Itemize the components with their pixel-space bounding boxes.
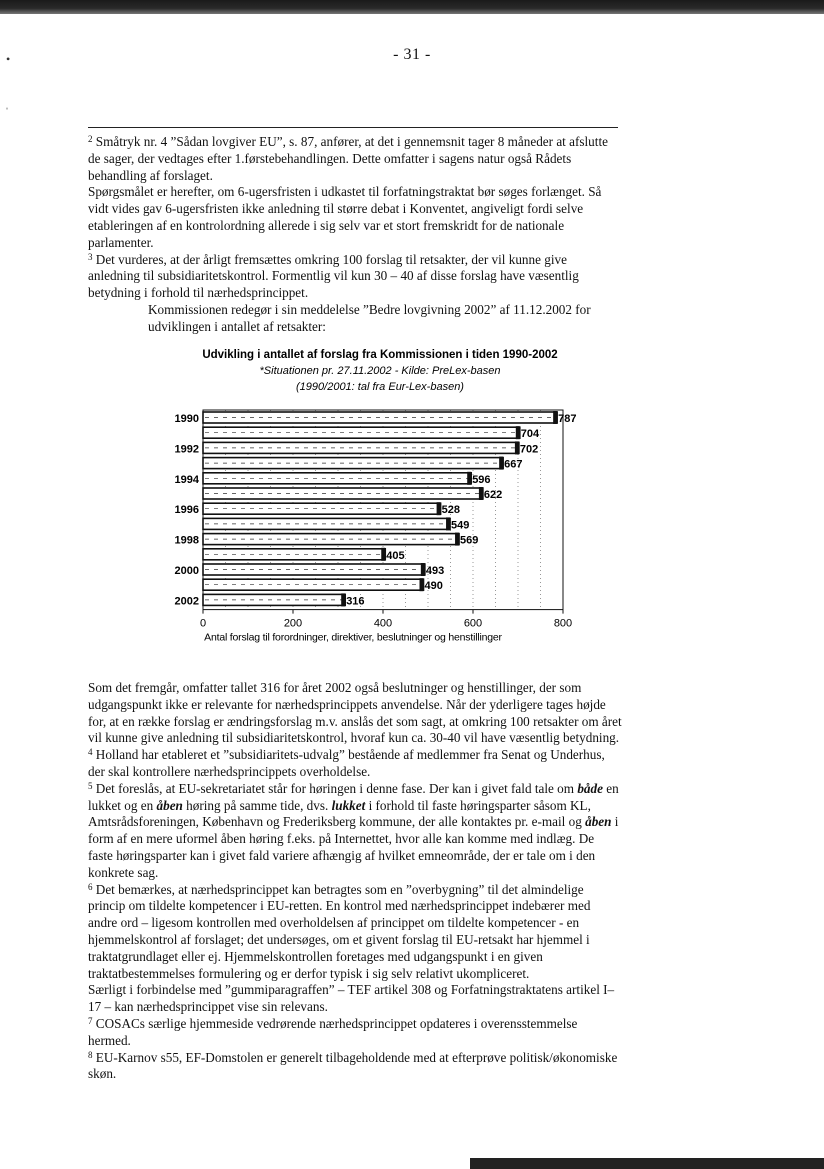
footnote-text: Spørgsmålet er herefter, om 6-ugersfristen i udkastet til forfatningstraktat bør søges forlænget. Så vidt vides gav 6-ugersfristen ikke anledning til større debat i Konventet, angiveligt fordi selve etableringen af en kontrolordning allerede i sig selv var et stort fremskridt for de nationale parlamenter.: [88, 184, 602, 250]
data-label: 316: [346, 595, 365, 608]
footnote-text: COSACs særlige hjemmeside vedrørende nærhedsprincippet opdateres i overensstemmelse hermed.: [88, 1015, 578, 1048]
footnote-number: 7: [88, 1015, 93, 1026]
footnote-text: i forhold til faste høringsparter såsom KL, Amtsrådsforeningen, København og Frederiksberg kommune, der alle kontaktes pr. e-mail og: [88, 797, 591, 830]
bar-end-cap: [515, 441, 519, 454]
data-label: 569: [460, 534, 479, 547]
emphasis-text: åben: [156, 797, 183, 813]
footnote-separator: [88, 127, 618, 128]
bar-end-cap: [446, 517, 450, 530]
bar-end-cap: [516, 426, 520, 439]
bar-end-cap: [479, 487, 483, 500]
footnote-text: Småtryk nr. 4 ”Sådan lovgiver EU”, s. 87, anfører, at det i gennemsnit tager 8 måneder at afslutte de sager, der vedtages efter 1.førstebehandlingen. Dette omfatter i sagens natur også Rådets behandling af forslaget.: [88, 134, 608, 183]
emphasis-text: både: [577, 780, 603, 796]
data-label: 787: [558, 413, 577, 425]
footnote-number: 6: [88, 881, 93, 892]
data-label: 702: [519, 443, 539, 456]
scan-speck: ˌ: [5, 96, 9, 110]
bar-chart: [150, 340, 600, 658]
emphasis-text: lukket: [331, 797, 366, 813]
data-label: 490: [424, 580, 443, 593]
footnotes-bottom: [88, 680, 622, 1083]
x-tick-label: 200: [283, 617, 303, 630]
footnote-text: EU-Karnov s55, EF-Domstolen er generelt tilbageholdende med at efterprøve politisk/økonomiske skøn.: [88, 1049, 618, 1082]
x-tick-label: 600: [463, 617, 483, 630]
chart-subtitle: *Situationen pr. 27.11.2002 - Kilde: PreLex-basen: [259, 365, 501, 377]
bar-end-cap: [421, 563, 425, 576]
data-label: 596: [472, 473, 491, 486]
footnotes-top: [88, 134, 622, 336]
footnote-text: Det vurderes, at der årligt fremsættes omkring 100 forslag til retsakter, der vil kunne give anledning til subsidiaritetskontrol. Formentlig vil kun 30 – 40 af disse forslag have væsentlig betydning i forhold til nærhedsprincippet.: [88, 251, 579, 301]
footnote-number: 4: [88, 747, 93, 758]
footnote-paragraph: [88, 747, 622, 781]
footnote-number: 5: [88, 780, 93, 791]
data-label: 549: [451, 519, 470, 532]
footnote-text: i form af en mere uformel åben høring f.eks. på Internettet, hvor alle kan komme med indlæg. De faste høringsparter kan i givet fald variere afhængig af hvilket emneområde, der er tale om i den konkrete sag.: [88, 814, 619, 880]
bar-end-cap: [437, 502, 441, 515]
y-tick-label: 1996: [174, 504, 199, 517]
scan-speck: •: [6, 52, 11, 66]
footnote-paragraph: [88, 982, 622, 1016]
footnote-paragraph: [88, 1016, 622, 1050]
bar-end-cap: [499, 457, 503, 470]
footnote-text: høring på samme tide, dvs.: [182, 797, 332, 813]
footnote-text: Kommissionen redegør i sin meddelelse ”Bedre lovgivning 2002” af 11.12.2002 for udviklingen i antallet af retsakter:: [148, 301, 591, 334]
x-tick-label: 400: [373, 617, 393, 630]
data-label: 622: [483, 489, 503, 501]
y-tick-label: 1992: [174, 443, 199, 456]
chart-title: Udvikling i antallet af forslag fra Kommissionen i tiden 1990-2002: [202, 349, 558, 361]
footnote-number: 2: [88, 134, 93, 144]
footnote-paragraph: [88, 781, 622, 882]
data-label: 704: [520, 428, 540, 441]
bar-end-cap: [420, 578, 424, 591]
footnote-text: Det foreslås, at EU-sekretariatet står for høringen i denne fase. Der kan i givet fald tale om: [95, 780, 578, 796]
footnote-paragraph: [88, 882, 622, 983]
footnote-text: Det bemærkes, at nærhedsprincippet kan betragtes som en ”overbygning” til det almindelige princip om tildelte kompetencer i EU-retten. En kontrol med nærhedsprincippet indebærer med andre ord – ligesom kontrollen med overholdelsen af princippet om tildelte kompetencer - en hjemmelskontrol af forslaget; det undersøges, om et givent forslag til EU-retsakt har hjemmel i traktatgrundlaget eller ej. Hjemmelskontrollen foretages med udgangspunkt i en given traktatbestemmelses formulering og er derfor typisk i sig selv relativt ukompliceret.: [88, 881, 591, 981]
page-number: - 31 -: [393, 46, 431, 63]
bar-end-cap: [381, 548, 385, 561]
data-label: 405: [386, 549, 405, 562]
bar: [203, 549, 385, 560]
x-axis-label: Antal forslag til forordninger, direktiver, beslutninger og henstillinger: [204, 631, 502, 644]
x-tick-label: 0: [199, 617, 207, 630]
footnote-text: Som det fremgår, omfatter tallet 316 for året 2002 også beslutninger og henstillinger, der som udgangspunkt ikke er relevante for nærhedsprincippets anvendelse. Når der yderligere tages højde for, at en række forslag er ændringsforslag m.v. anslås det som sagt, at omkring 100 retsakter om året vil kunne give anledning til subsidiaritetskontrol, hvoraf kun ca. 30-40 vil have væsentlig betydning.: [88, 680, 622, 746]
data-label: 493: [425, 565, 445, 577]
bar-end-cap: [467, 472, 471, 485]
y-tick-label: 1998: [174, 534, 199, 547]
footnote-text: en lukket og en: [88, 780, 619, 813]
footnote-paragraph: [88, 252, 622, 302]
footnote-paragraph: [88, 184, 622, 251]
chart-subtitle: (1990/2001: tal fra Eur-Lex-basen): [296, 381, 464, 393]
y-tick-label: 1990: [174, 413, 199, 425]
footnote-paragraph: [88, 302, 622, 336]
bar-end-cap: [553, 411, 557, 424]
footnote-number: 8: [88, 1049, 93, 1060]
footnote-paragraph: [88, 680, 622, 747]
y-tick-label: 2000: [174, 565, 199, 577]
footnote-number: 3: [88, 251, 93, 262]
x-tick-label: 800: [553, 617, 573, 630]
footnote-text: Særligt i forbindelse med ”gummiparagraffen” – TEF artikel 308 og Forfatningstraktatens artikel I–17 – kan nærhedsprincippet vise sin relevans.: [88, 982, 615, 1015]
data-label: 528: [441, 504, 460, 517]
scan-edge-top: [0, 0, 824, 14]
emphasis-text: åben: [585, 814, 612, 830]
bar-end-cap: [455, 533, 459, 546]
data-label: 667: [504, 458, 523, 471]
footnote-paragraph: [88, 1050, 622, 1084]
footnote-paragraph: [88, 134, 622, 184]
y-tick-label: 1994: [174, 473, 199, 486]
scan-edge-bottom: [470, 1158, 824, 1169]
bar-end-cap: [341, 593, 345, 606]
footnote-text: Holland har etableret et ”subsidiaritets-udvalg” bestående af medlemmer fra Senat og Underhus, der skal kontrollere nærhedsprincippets overholdelse.: [88, 747, 605, 779]
y-tick-label: 2002: [174, 595, 199, 608]
